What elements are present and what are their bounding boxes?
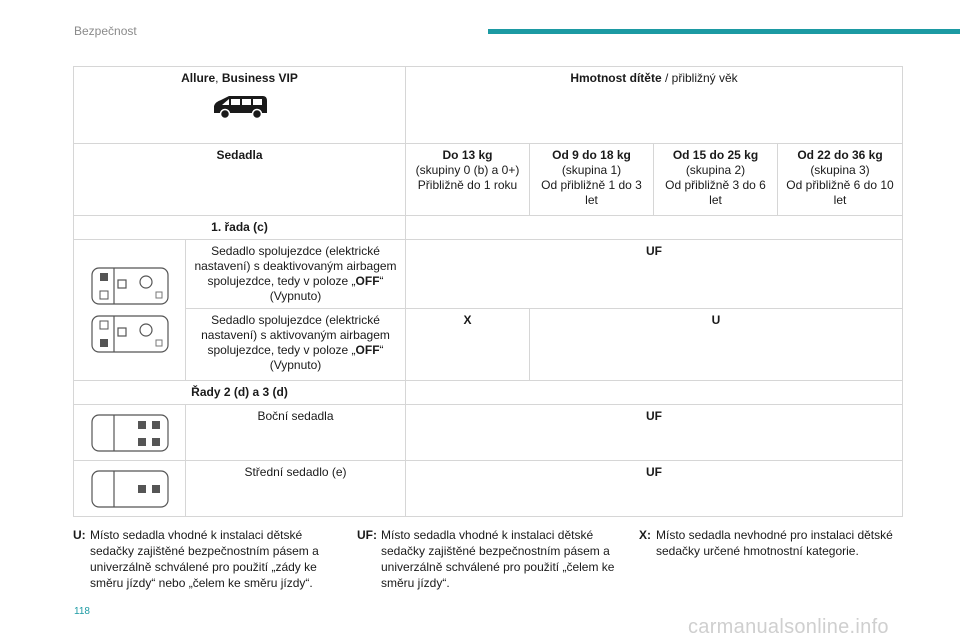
group-weight: Od 22 do 36 kg: [797, 148, 883, 162]
label-text: Sedadlo spolujezdce (elektrické nastavení) s deaktivovaným airbagem spolujezdce, tedy v poloze „: [194, 244, 397, 288]
legend-item-u: [73, 527, 338, 591]
model-name-1: Allure: [181, 71, 216, 85]
side-seats-row: [74, 405, 903, 461]
side-seats-diagram-cell: [74, 405, 186, 461]
middle-seat-diagram-cell: [74, 461, 186, 517]
middle-seat-diagram-icon: [88, 467, 172, 511]
page-number: 118: [74, 606, 90, 617]
legend-key: UF:: [357, 528, 377, 542]
group-age: Od přibližně 3 do 6 let: [665, 178, 766, 207]
group-column-4: [778, 144, 903, 216]
legend-key: X:: [639, 528, 651, 542]
middle-seat-row: [74, 461, 903, 517]
legend-text: Místo sedadla vhodné k instalaci dětské sedačky zajištěné bezpečnostním pásem a univerzálně schválené pro použití „zády ke směru jízdy“ nebo „čelem ke směru jízdy“.: [90, 528, 319, 590]
middle-seat-value: UF: [406, 461, 903, 517]
passenger-airbag-on-value-rest: U: [530, 309, 903, 381]
group-category: (skupina 1): [561, 163, 622, 177]
label-text: Sedadlo spolujezdce (elektrické nastavení) s aktivovaným airbagem spolujezdce, tedy v poloze „: [201, 313, 390, 357]
group-weight: Od 15 do 25 kg: [672, 148, 759, 162]
table-header-row: [74, 67, 903, 144]
side-seats-value: UF: [406, 405, 903, 461]
weight-header-cell: [406, 67, 903, 144]
group-age: Od přibližně 6 do 10 let: [786, 178, 894, 207]
child-seat-table: [73, 66, 903, 517]
weight-header-rest: / přibližný věk: [661, 71, 738, 85]
rows-2-3-title: Řady 2 (d) a 3 (d): [74, 381, 406, 405]
front-row-diagram-cell: [74, 240, 186, 381]
group-column-2: [530, 144, 654, 216]
group-column-3: [654, 144, 778, 216]
side-seats-label: Boční sedadla: [186, 405, 406, 461]
legend-text: Místo sedadla nevhodné pro instalaci dětské sedačky určené hmotnostní kategorie.: [656, 528, 893, 558]
passenger-airbag-on-row: [74, 309, 903, 381]
passenger-airbag-on-value-group1: X: [406, 309, 530, 381]
weight-header-bold: Hmotnost dítěte: [570, 71, 662, 85]
passenger-airbag-off-value: UF: [406, 240, 903, 309]
group-weight: Od 9 do 18 kg: [552, 148, 631, 162]
middle-seat-label: Střední sedadlo (e): [186, 461, 406, 517]
section-title: Bezpečnost: [74, 24, 137, 38]
off-label: OFF: [355, 274, 380, 288]
group-weight: Do 13 kg: [442, 148, 493, 162]
seats-label: Sedadla: [74, 144, 406, 216]
group-column-1: [406, 144, 530, 216]
label-text-end: “ (Vypnuto): [269, 274, 384, 303]
passenger-airbag-on-label: [186, 309, 406, 381]
rows-2-3-title-empty: [406, 381, 903, 405]
watermark: carmanualsonline.info: [688, 616, 889, 638]
off-label: OFF: [355, 343, 380, 357]
row-1-title: 1. řada (c): [74, 216, 406, 240]
row-1-title-row: [74, 216, 903, 240]
passenger-airbag-off-label: [186, 240, 406, 309]
model-header-cell: [74, 67, 406, 144]
legend-item-uf: [357, 527, 619, 591]
legend-key: U:: [73, 528, 86, 542]
label-text-end: “ (Vypnuto): [269, 343, 384, 372]
groups-row: [74, 144, 903, 216]
legend-item-x: [639, 527, 901, 559]
legend-text: Místo sedadla vhodné k instalaci dětské sedačky zajištěné bezpečnostním pásem a univerzálně schválené pro použití „čelem ke směru jízdy“.: [381, 528, 615, 590]
rows-2-3-title-row: [74, 381, 903, 405]
group-age: Od přibližně 1 do 3 let: [541, 178, 642, 207]
group-category: (skupiny 0 (b) a 0+): [415, 163, 520, 177]
group-category: (skupina 3): [810, 163, 870, 177]
van-side-icon: [211, 94, 269, 120]
passenger-airbag-off-row: [74, 240, 903, 309]
header-accent-bar: [488, 29, 960, 34]
model-separator: ,: [215, 71, 222, 85]
front-seat-diagram-icon: [88, 264, 172, 356]
model-name-2: Business VIP: [221, 71, 298, 85]
row-1-title-empty: [406, 216, 903, 240]
side-seats-diagram-icon: [88, 411, 172, 455]
group-age: Přibližně do 1 roku: [417, 178, 518, 192]
group-category: (skupina 2): [685, 163, 746, 177]
